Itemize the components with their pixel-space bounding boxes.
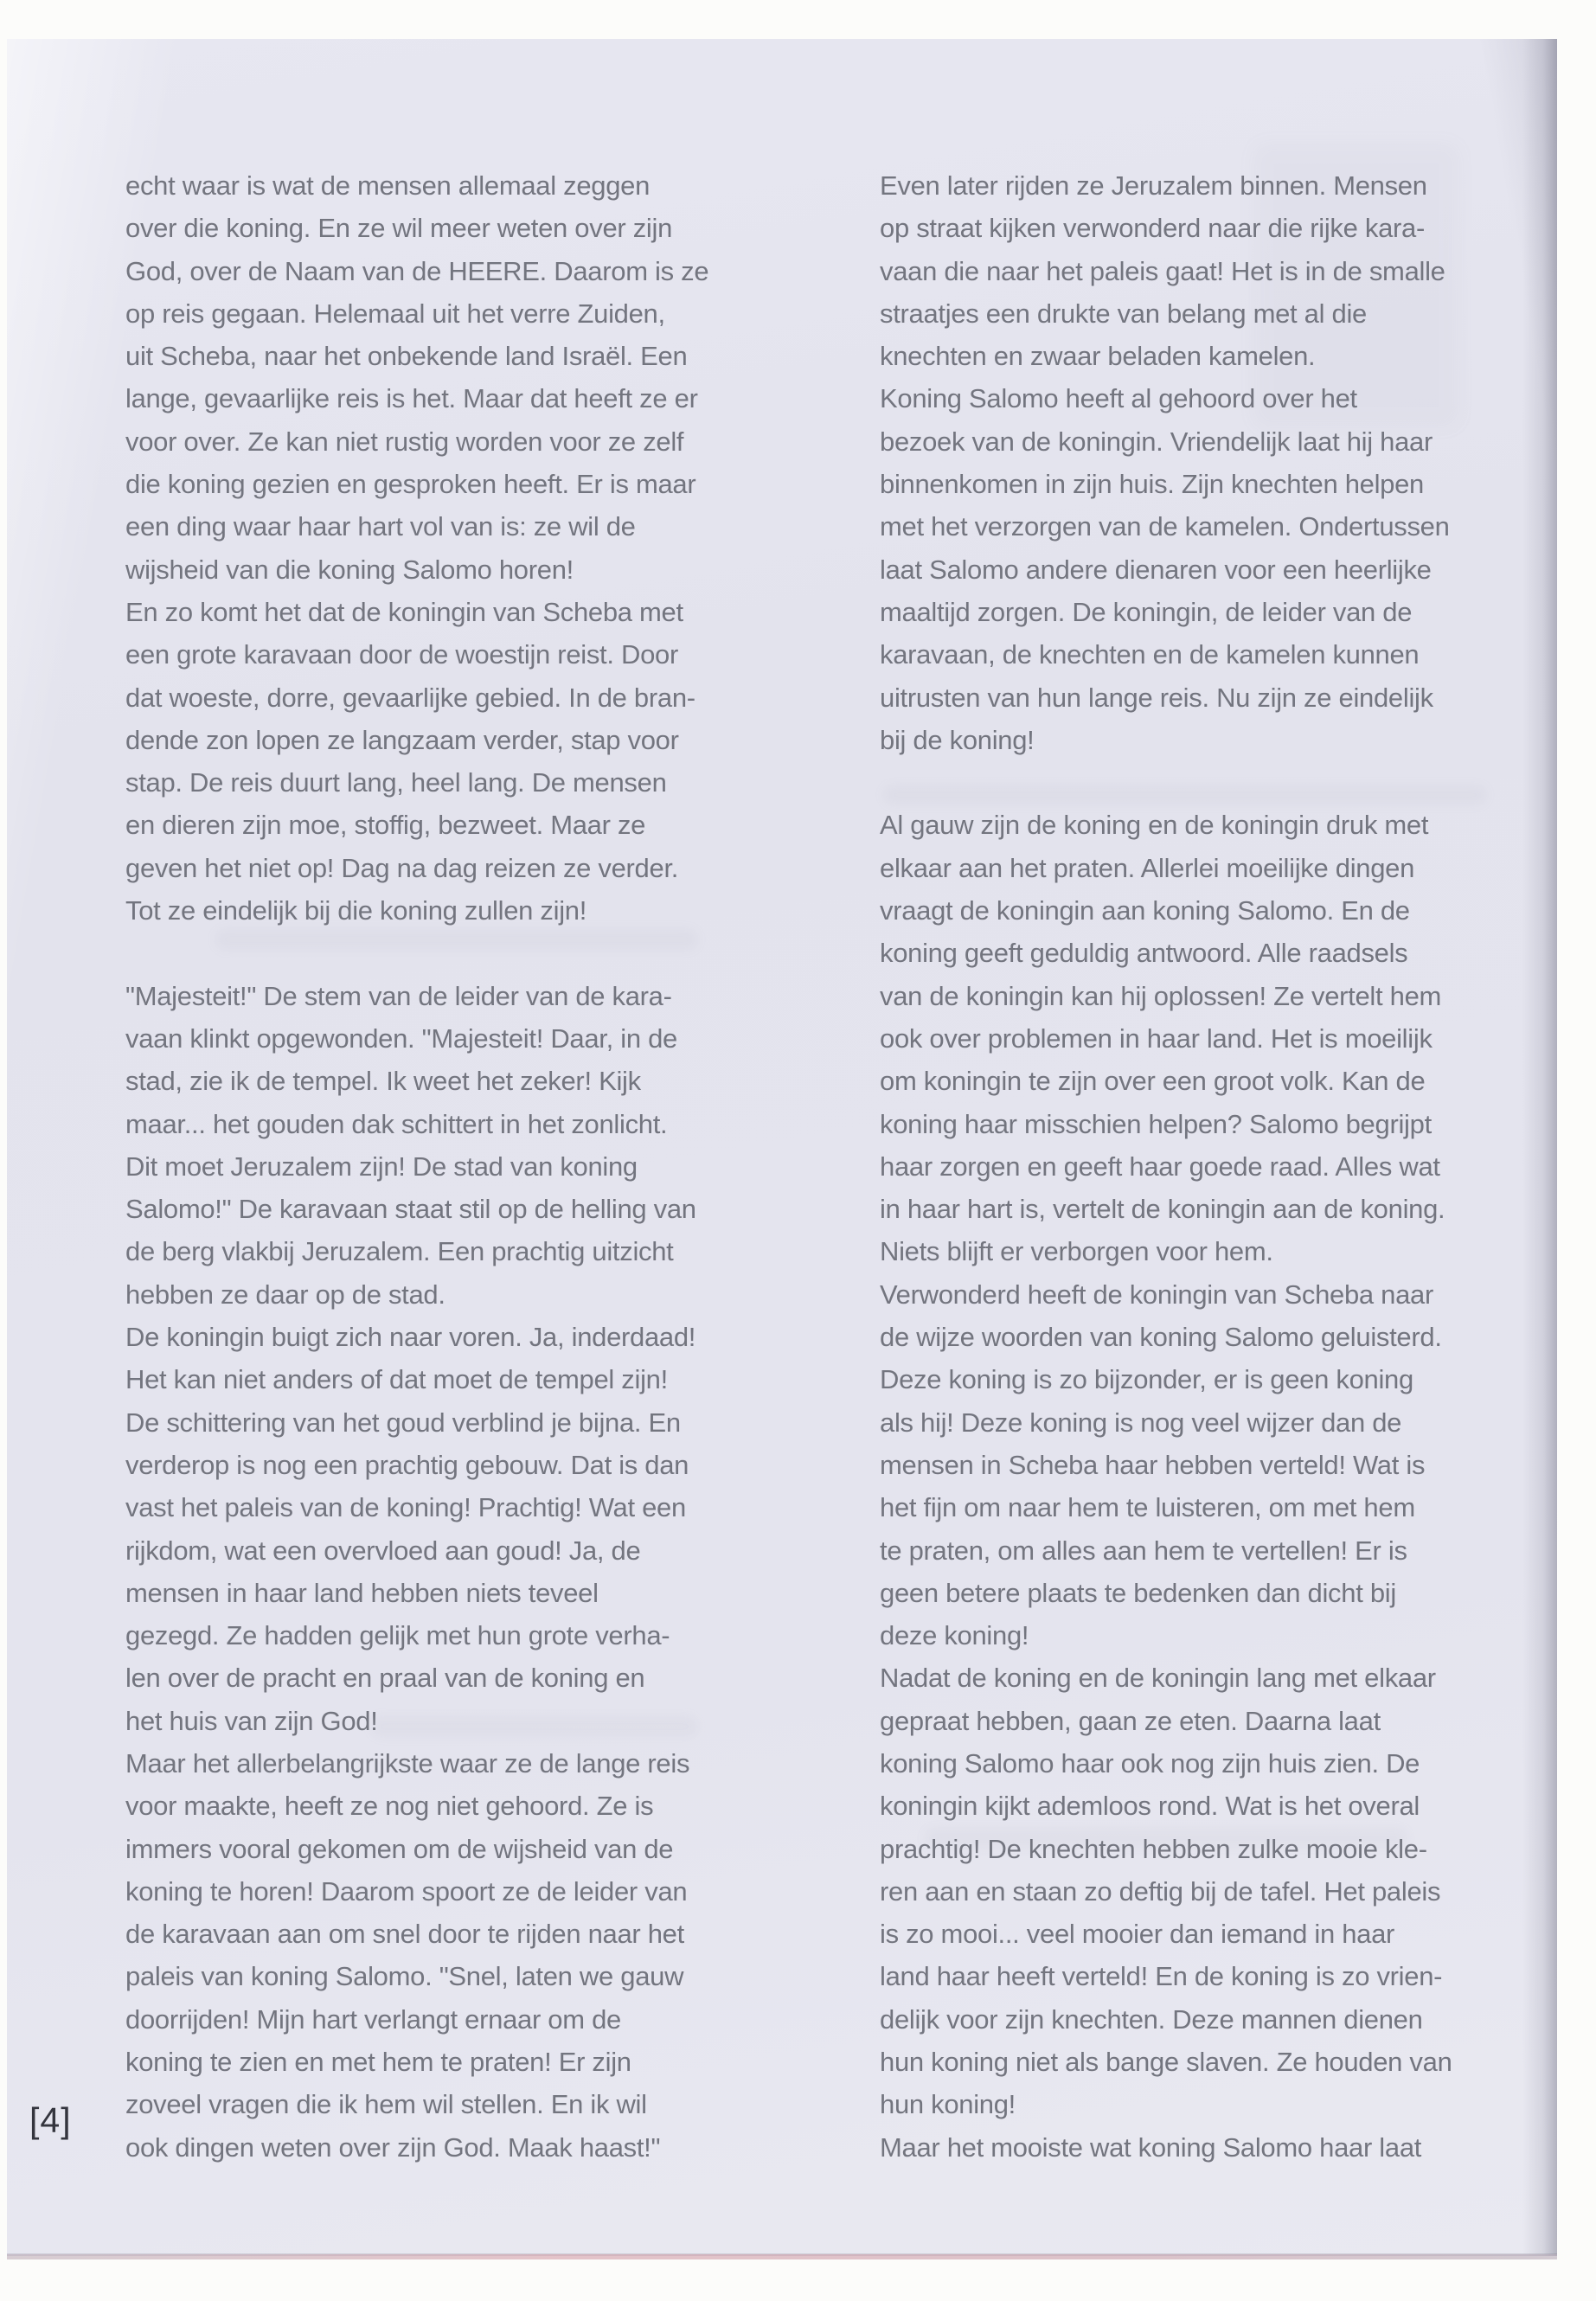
text-line: uit Scheba, naar het onbekende land Israël. Een (125, 341, 688, 372)
text-line: zoveel vragen die ik hem wil stellen. En ik wil (125, 2089, 647, 2120)
text-line: die koning gezien en gesproken heeft. Er is maar (125, 469, 696, 500)
text-line: mensen in Scheba haar hebben verteld! Wat is (880, 1449, 1426, 1480)
text-line: met het verzorgen van de kamelen. Ondertussen (880, 511, 1450, 542)
text-line: uitrusten van hun lange reis. Nu zijn ze eindelijk (880, 682, 1433, 713)
text-line: te praten, om alles aan hem te vertellen! Er is (880, 1535, 1407, 1566)
text-line: gepraat hebben, gaan ze eten. Daarna laat (880, 1705, 1381, 1736)
text-line: rijkdom, wat een overvloed aan goud! Ja, de (125, 1535, 641, 1566)
text-line: koning te zien en met hem te praten! Er zijn (125, 2047, 631, 2078)
text-line: Nadat de koning en de koningin lang met elkaar (880, 1663, 1436, 1694)
text-line: stad, zie ik de tempel. Ik weet het zeker! Kijk (125, 1066, 641, 1097)
text-line: voor over. Ze kan niet rustig worden voor ze zelf (125, 426, 684, 457)
text-line: vaan klinkt opgewonden. "Majesteit! Daar, in de (125, 1022, 677, 1054)
text-line: lange, gevaarlijke reis is het. Maar dat heeft ze er (125, 383, 698, 414)
text-line: ook over problemen in haar land. Het is moeilijk (880, 1022, 1433, 1054)
text-line: immers vooral gekomen om de wijsheid van de (125, 1833, 674, 1864)
text-line: geven het niet op! Dag na dag reizen ze verder. (125, 852, 679, 883)
text-line: De koningin buigt zich naar voren. Ja, inderdaad! (125, 1322, 696, 1353)
text-line: hebben ze daar op de stad. (125, 1279, 445, 1310)
text-line: En zo komt het dat de koningin van Scheba met (125, 596, 683, 627)
text-line: Salomo!" De karavaan staat stil op de helling van (125, 1194, 696, 1225)
text-line: is zo mooi... veel mooier dan iemand in haar (880, 1919, 1395, 1950)
text-line: doorrijden! Mijn hart verlangt ernaar om de (125, 2003, 621, 2035)
text-line: deze koning! (880, 1620, 1029, 1651)
text-line: de berg vlakbij Jeruzalem. Een prachtig uitzicht (125, 1236, 674, 1267)
text-line: een grote karavaan door de woestijn reist. Door (125, 639, 678, 670)
text-line: land haar heeft verteld! En de koning is zo vrien- (880, 1961, 1443, 1992)
text-line: ook dingen weten over zijn God. Maak haast!" (125, 2131, 661, 2163)
text-line: Deze koning is zo bijzonder, er is geen koning (880, 1364, 1413, 1395)
text-line: echt waar is wat de mensen allemaal zeggen (125, 170, 651, 201)
text-line: Het kan niet anders of dat moet de tempel zijn! (125, 1364, 668, 1395)
page-bottom-edge (7, 2254, 1557, 2259)
right-text-column (880, 164, 1520, 2169)
page-edge-shadow (1522, 39, 1557, 2256)
text-line: het fijn om naar hem te luisteren, om met hem (880, 1492, 1415, 1523)
text-line: hun koning niet als bange slaven. Ze houden van (880, 2047, 1452, 2078)
text-line: dende zon lopen ze langzaam verder, stap voor (125, 724, 679, 755)
text-line: mensen in haar land hebben niets teveel (125, 1577, 599, 1608)
text-line: het huis van zijn God! (125, 1705, 378, 1736)
text-line: dat woeste, dorre, gevaarlijke gebied. In de bran- (125, 682, 695, 713)
text-line: elkaar aan het praten. Allerlei moeilijke dingen (880, 852, 1415, 883)
text-line: geen betere plaats te bedenken dan dicht bij (880, 1577, 1396, 1608)
text-line: maaltijd zorgen. De koningin, de leider van de (880, 596, 1413, 627)
text-line: delijk voor zijn knechten. Deze mannen dienen (880, 2003, 1423, 2035)
text-line: en dieren zijn moe, stoffig, bezweet. Maar ze (125, 810, 646, 841)
text-line: op straat kijken verwonderd naar die rijke kara- (880, 213, 1426, 244)
text-line: op reis gegaan. Helemaal uit het verre Zuiden, (125, 298, 665, 329)
text-line: een ding waar haar hart vol van is: ze wil de (125, 511, 636, 542)
text-line: de wijze woorden van koning Salomo geluisterd. (880, 1322, 1442, 1353)
text-line: knechten en zwaar beladen kamelen. (880, 341, 1316, 372)
text-line: verderop is nog een prachtig gebouw. Dat is dan (125, 1449, 689, 1480)
text-line: Koning Salomo heeft al gehoord over het (880, 383, 1357, 414)
text-line: paleis van koning Salomo. "Snel, laten we gauw (125, 1961, 684, 1992)
text-line (880, 761, 1520, 804)
text-line: koningin kijkt ademloos rond. Wat is het overal (880, 1791, 1420, 1822)
text-line (125, 932, 748, 974)
text-line: Dit moet Jeruzalem zijn! De stad van koning (125, 1150, 638, 1182)
text-line: om koningin te zijn over een groot volk. Kan de (880, 1066, 1426, 1097)
text-line: prachtig! De knechten hebben zulke mooie kle- (880, 1833, 1427, 1864)
text-line: Even later rijden ze Jeruzalem binnen. Mensen (880, 170, 1427, 201)
text-line: stap. De reis duurt lang, heel lang. De mensen (125, 767, 667, 798)
text-line: Maar het mooiste wat koning Salomo haar laat (880, 2131, 1422, 2163)
text-line: Niets blijft er verborgen voor hem. (880, 1236, 1273, 1267)
text-line: koning geeft geduldig antwoord. Alle raadsels (880, 938, 1408, 969)
text-line: bij de koning! (880, 724, 1035, 755)
text-line: voor maakte, heeft ze nog niet gehoord. Ze is (125, 1791, 654, 1822)
text-line: van de koningin kan hij oplossen! Ze vertelt hem (880, 980, 1442, 1011)
text-line: koning haar misschien helpen? Salomo begrijpt (880, 1108, 1432, 1139)
text-line: in haar hart is, vertelt de koningin aan de koning. (880, 1194, 1445, 1225)
text-line: len over de pracht en praal van de koning en (125, 1663, 645, 1694)
text-line: gezegd. Ze hadden gelijk met hun grote verha- (125, 1620, 670, 1651)
text-line: God, over de Naam van de HEERE. Daarom is ze (125, 255, 709, 286)
text-line: Maar het allerbelangrijkste waar ze de lange reis (125, 1747, 690, 1779)
text-line: haar zorgen en geeft haar goede raad. Alles wat (880, 1150, 1440, 1182)
page-number: [4] (29, 2100, 72, 2140)
left-text-column (125, 164, 748, 2169)
text-line: over die koning. En ze wil meer weten over zijn (125, 213, 673, 244)
text-line: ren aan en staan zo deftig bij de tafel. Het paleis (880, 1875, 1441, 1907)
book-page (7, 39, 1557, 2256)
text-line: koning Salomo haar ook nog zijn huis zien. De (880, 1747, 1420, 1779)
text-line: binnenkomen in zijn huis. Zijn knechten helpen (880, 469, 1424, 500)
text-line: wijsheid van die koning Salomo horen! (125, 554, 574, 585)
text-line: Tot ze eindelijk bij die koning zullen zijn! (125, 895, 587, 926)
text-line: Verwonderd heeft de koningin van Scheba naar (880, 1279, 1433, 1310)
text-line: vaan die naar het paleis gaat! Het is in de smalle (880, 255, 1445, 286)
text-line: Al gauw zijn de koning en de koningin druk met (880, 810, 1429, 841)
text-line: De schittering van het goud verblind je bijna. En (125, 1407, 681, 1438)
text-line: vast het paleis van de koning! Prachtig! Wat een (125, 1492, 686, 1523)
text-line: de karavaan aan om snel door te rijden naar het (125, 1919, 684, 1950)
text-line: laat Salomo andere dienaren voor een heerlijke (880, 554, 1432, 585)
text-line: straatjes een drukte van belang met al die (880, 298, 1367, 329)
text-line: "Majesteit!" De stem van de leider van de kara- (125, 980, 672, 1011)
text-line: hun koning! (880, 2089, 1016, 2120)
text-line: als hij! Deze koning is nog veel wijzer dan de (880, 1407, 1402, 1438)
text-line: maar... het gouden dak schittert in het zonlicht. (125, 1108, 668, 1139)
text-line: koning te horen! Daarom spoort ze de leider van (125, 1875, 688, 1907)
text-line: vraagt de koningin aan koning Salomo. En de (880, 895, 1410, 926)
text-line: karavaan, de knechten en de kamelen kunnen (880, 639, 1420, 670)
text-line: bezoek van de koningin. Vriendelijk laat hij haar (880, 426, 1433, 457)
